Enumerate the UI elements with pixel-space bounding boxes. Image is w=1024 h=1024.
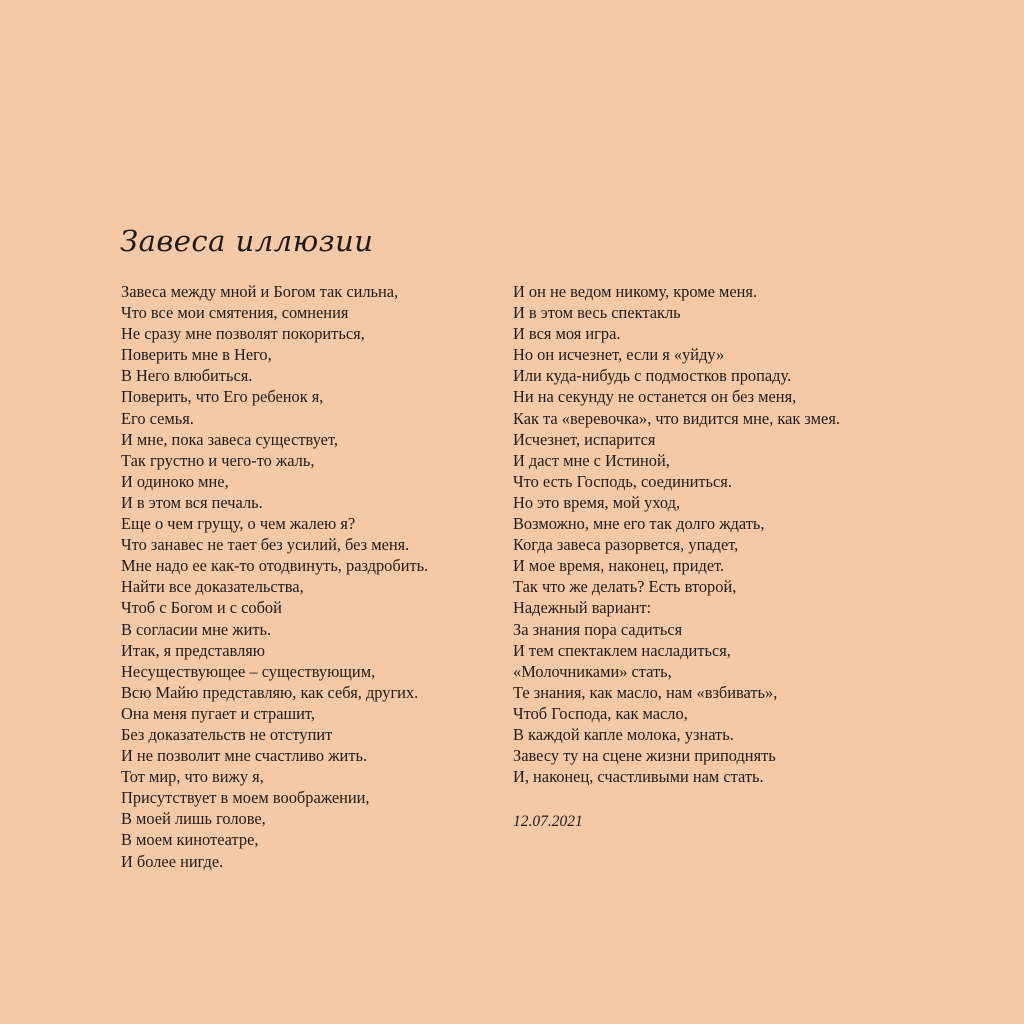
poem-line: Еще о чем грущу, о чем жалею я? xyxy=(121,514,356,534)
poem-line: Те знания, как масло, нам «взбивать», xyxy=(513,682,778,702)
poem-line: Поверить мне в Него, xyxy=(121,345,272,365)
poem-line: Завесу ту на сцене жизни приподнять xyxy=(513,746,776,766)
poem-line: В моем кинотеатре, xyxy=(121,830,259,850)
poem-line: Что все мои смятения, сомнения xyxy=(121,303,349,323)
poem-line: Что занавес не тает без усилий, без меня. xyxy=(121,535,410,555)
poem-line: Найти все доказательства, xyxy=(121,577,304,597)
poem-line: И мое время, наконец, придет. xyxy=(513,556,725,576)
poem-line: И более нигде. xyxy=(121,851,224,871)
poem-line: Итак, я представляю xyxy=(121,640,266,660)
poem-line: Или куда-нибудь с подмостков пропаду. xyxy=(513,366,792,386)
poem-title: Завеса иллюзии xyxy=(120,224,374,258)
poem-line: Не сразу мне позволят покориться, xyxy=(121,324,365,344)
poem-line: Как та «веревочка», что видится мне, как змея. xyxy=(513,408,840,428)
poem-line: Поверить, что Его ребенок я, xyxy=(121,387,324,407)
poem-line: В согласии мне жить. xyxy=(121,619,272,639)
poem-line: Ни на секунду не останется он без меня, xyxy=(513,387,797,407)
poem-line: И, наконец, счастливыми нам стать. xyxy=(513,767,764,787)
poem-line: Завеса между мной и Богом так сильна, xyxy=(121,282,399,301)
poem-line: Но это время, мой уход, xyxy=(513,492,681,512)
poem-line: «Молочниками» стать, xyxy=(513,661,672,681)
poem-line: И он не ведом никому, кроме меня. xyxy=(513,282,758,301)
poem-line: Чтоб с Богом и с собой xyxy=(121,598,282,618)
poem-line: И не позволит мне счастливо жить. xyxy=(121,746,368,766)
poem-line: И даст мне с Истиной, xyxy=(513,450,670,470)
poem-line: Тот мир, что вижу я, xyxy=(121,767,264,787)
poem-line: Надежный вариант: xyxy=(513,598,652,618)
poem-line: Несуществующее – существующим, xyxy=(121,661,376,681)
poem-line: Так грустно и чего-то жаль, xyxy=(121,450,315,470)
poem-line: Присутствует в моем воображении, xyxy=(121,788,370,808)
poem-left-column xyxy=(121,281,501,872)
poem-line: И вся моя игра. xyxy=(513,324,621,344)
poem-line: Возможно, мне его так долго ждать, xyxy=(513,514,765,534)
poem-line: Без доказательств не отступит xyxy=(121,724,333,744)
poem-line: Чтоб Господа, как масло, xyxy=(513,703,688,723)
poem-line: Она меня пугает и страшит, xyxy=(121,703,315,723)
poem-line: Но он исчезнет, если я «уйду» xyxy=(513,345,725,365)
poem-line: Его семья. xyxy=(121,408,194,428)
poem-line: За знания пора садиться xyxy=(513,619,683,639)
poem-line: Так что же делать? Есть второй, xyxy=(513,577,737,597)
poem-line: В каждой капле молока, узнать. xyxy=(513,724,734,744)
poem-line: И в этом вся печаль. xyxy=(121,492,263,512)
poem-line: Мне надо ее как-то отодвинуть, раздробить. xyxy=(121,556,429,576)
poem-date: 12.07.2021 xyxy=(513,813,583,830)
poem-line: И одиноко мне, xyxy=(121,471,229,491)
poem-line: И тем спектаклем насладиться, xyxy=(513,640,731,660)
poem-line: И мне, пока завеса существует, xyxy=(121,429,338,449)
poem-line: Исчезнет, испарится xyxy=(513,429,656,449)
poem-line: Когда завеса разорвется, упадет, xyxy=(513,535,739,555)
poem-line: Что есть Господь, соединиться. xyxy=(513,471,732,491)
poem-right-column xyxy=(513,281,908,787)
poem-line: И в этом весь спектакль xyxy=(513,303,681,323)
poem-line: Всю Майю представляю, как себя, других. xyxy=(121,682,419,702)
poem-line: В моей лишь голове, xyxy=(121,809,266,829)
poem-line: В Него влюбиться. xyxy=(121,366,253,386)
